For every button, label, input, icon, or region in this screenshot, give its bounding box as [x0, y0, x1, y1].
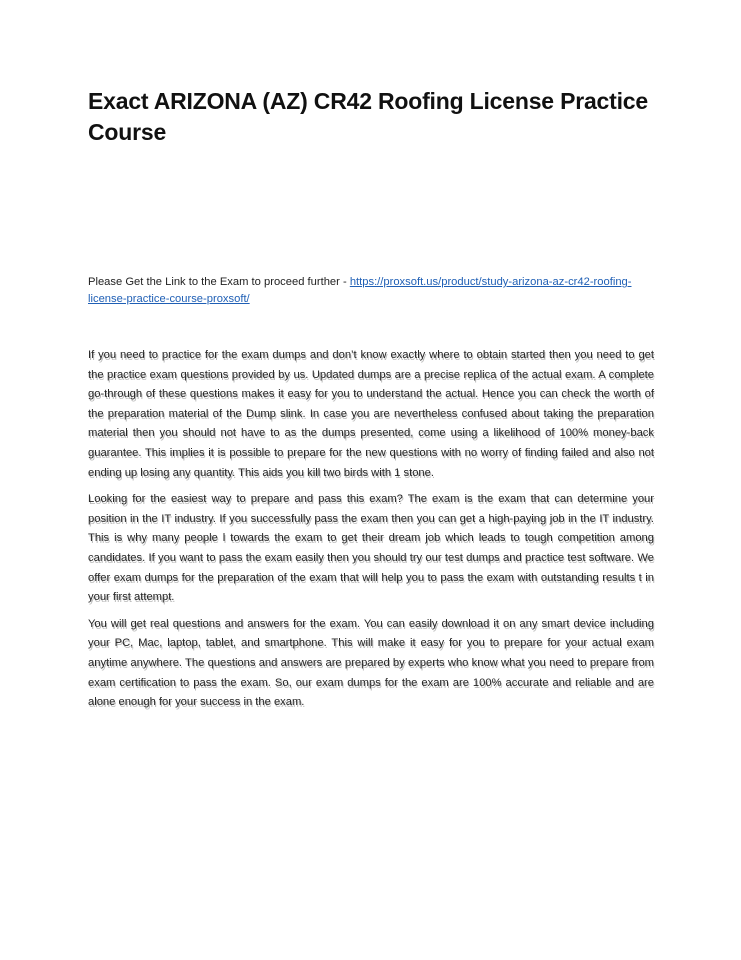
exam-link-paragraph	[88, 274, 658, 308]
document-title: Exact ARIZONA (AZ) CR42 Roofing License Practice Course	[88, 88, 648, 145]
paragraph-easiest-way: Looking for the easiest way to prepare and pass this exam? The exam is the exam that can determine your position in the IT industry. If you successfully pass the exam then you can get a high-paying job in the IT industry. This is why many people l towards the exam to get their dream job which leads to tough competition among candidates. If you want to pass the exam easily then you should try our test dumps and practice test software. We offer exam dumps for the preparation of the exam that will help you to pass the exam with outstanding results t in your first attempt.	[88, 493, 654, 604]
exam-link[interactable]: https://proxsoft.us/product/study-arizona-az-cr42-roofing-license-practice-course-proxsoft/	[88, 276, 632, 305]
paragraph-intro: If you need to practice for the exam dumps and don’t know exactly where to obtain started then you need to get the practice exam questions provided by us. Updated dumps are a precise replica of the actual exam. A complete go-through of these questions makes it easy for you to understand the actual. Hence you can check the worth of the preparation material of the Dump slink. In case you are nevertheless confused about taking the preparation material then you should not have to as the dumps presented, come using a likelihood of 100% money-back guarantee. This implies it is possible to prepare for the new questions with no worry of finding failed and also not ending up losing any quantity. This aids you kill two birds with 1 stone.	[88, 349, 654, 479]
link-intro-text: Please Get the Link to the Exam to proceed further -	[88, 276, 350, 288]
document-body	[88, 346, 654, 720]
paragraph-real-questions: You will get real questions and answers for the exam. You can easily download it on any smart device including your PC, Mac, laptop, tablet, and smartphone. This will make it easy for you to prepare for your actual exam anytime anywhere. The questions and answers are prepared by experts who know what you need to prepare from exam certification to pass the exam. So, our exam dumps for the exam are 100% accurate and reliable and are alone enough for your success in the exam.	[88, 617, 654, 709]
